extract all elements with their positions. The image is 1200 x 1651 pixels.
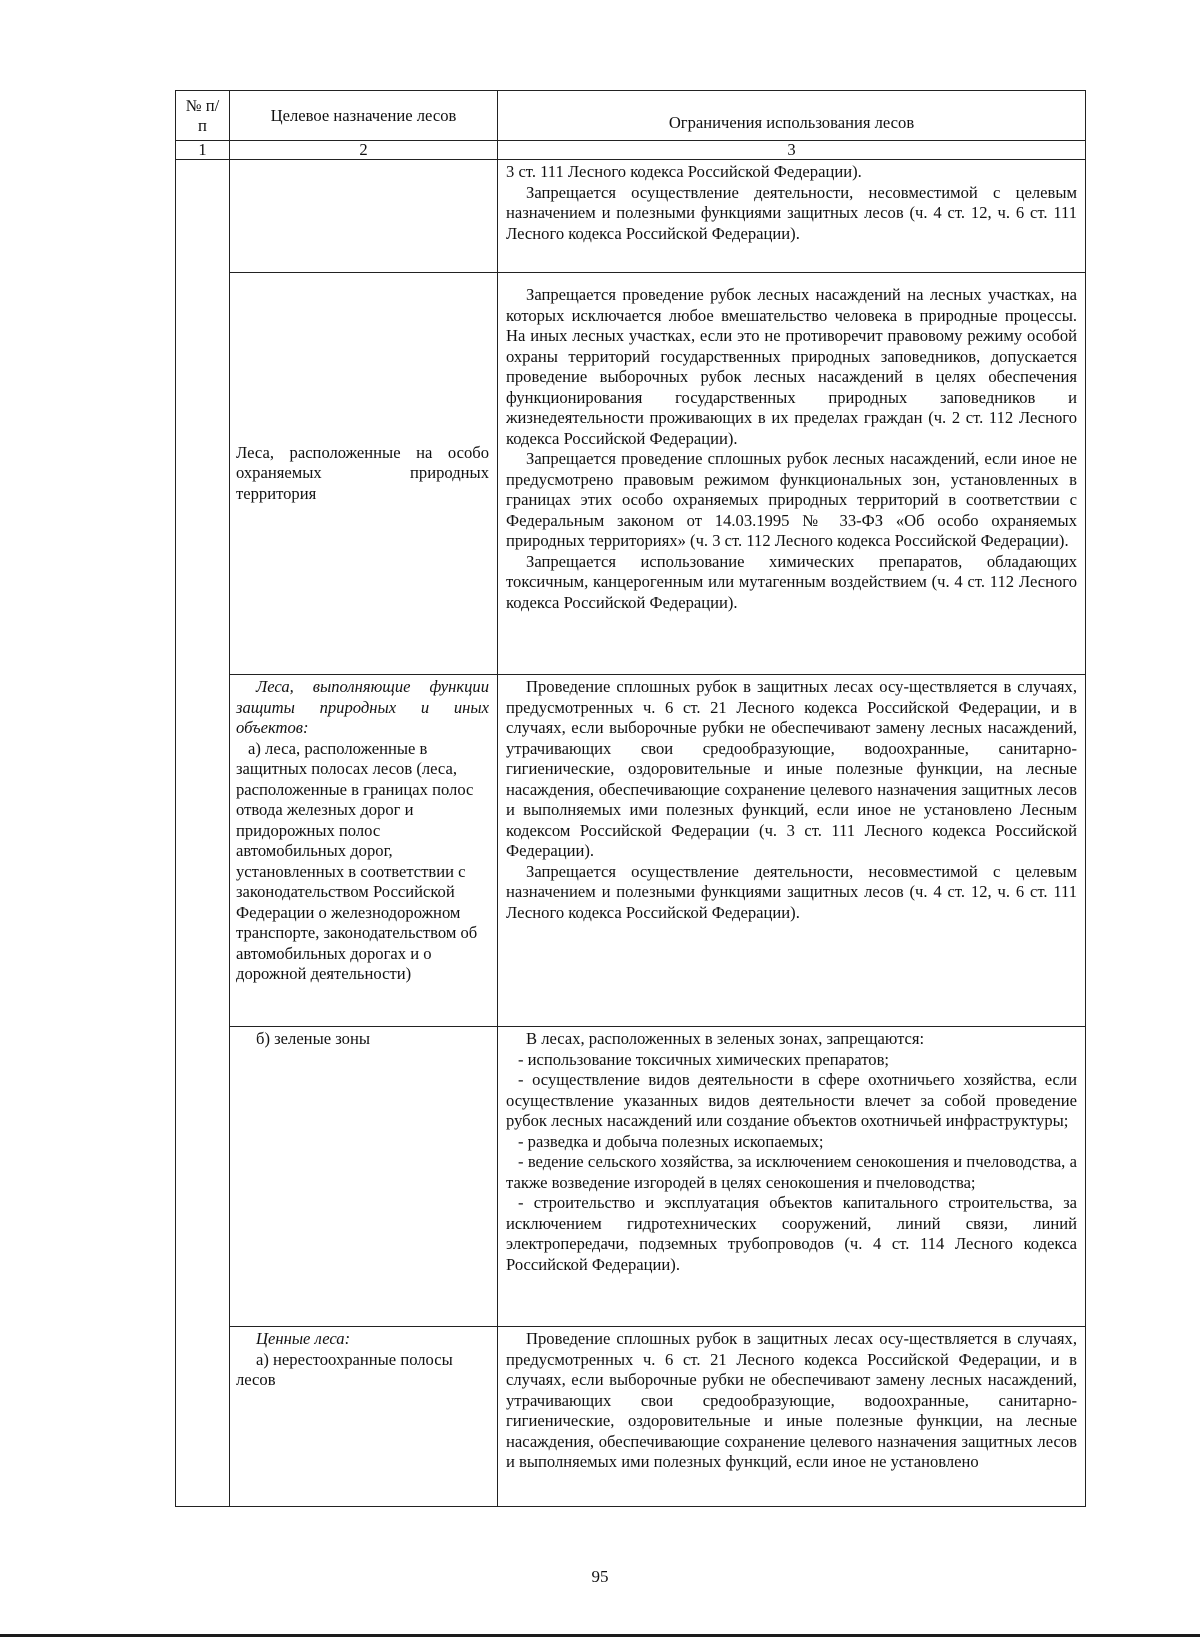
restriction-paragraph: Запрещается проведение рубок лесных насаждений на лесных участках, на которых исключается любое вмешательство человека в природные процессы. На иных лесных участках, если это не противоречит правовому режиму особой охраны территорий государственных природных заповедников, допускается проведение выборочных рубок лесных насаждений в целях обеспечения функционирования государственных природных заповедников и жизнедеятельности проживающих в их пределах граждан (ч. 2 ст. 112 Лесного кодекса Российской Федерации).	[506, 285, 1077, 448]
restriction-paragraph: Запрещается использование химических препаратов, обладающих токсичным, канцерогенным или мутагенным воздействием (ч. 4 ст. 112 Лесного кодекса Российской Федерации).	[506, 551, 1077, 612]
table-row	[176, 675, 1086, 1027]
purpose-cell	[230, 675, 498, 1027]
header-row	[176, 91, 1086, 141]
restriction-paragraph: Проведение сплошных рубок в защитных лесах осу-ществляется в случаях, предусмотренных ч. 6 ст. 21 Лесного кодекса Российской Федерации, и в случаях, если выборочные рубки не обеспечивают замену лесных насаждений, утрачивающих свои средообразующие, водоохранные, санитарно-гигиенические, оздоровительные и иные полезные функции, на лесные насаждения, обеспечивающие сохранение целевого назначения защитных лесов и выполняемых ими полезных функций, если иное не установлено	[506, 1329, 1077, 1471]
restriction-paragraph: - осуществление видов деятельности в сфере охотничьего хозяйства, если осуществление указанных видов деятельности влечет за собой проведение рубок лесных насаждений или создание объектов охотничьей инфраструктуры;	[506, 1070, 1077, 1130]
restrictions-cell	[498, 160, 1086, 273]
purpose-text: Леса, расположенные на особо охраняемых природных территория	[236, 442, 489, 503]
restriction-paragraph: - разведка и добыча полезных ископаемых;	[518, 1131, 824, 1151]
restrictions-table	[175, 90, 1086, 1507]
table-row	[176, 1327, 1086, 1507]
purpose-cell	[230, 160, 498, 273]
purpose-text: б) зеленые зоны	[256, 1029, 371, 1048]
purpose-cell	[230, 1327, 498, 1507]
table-row	[176, 273, 1086, 675]
column-number-2: 2	[230, 141, 498, 160]
page-number: 95	[591, 1567, 609, 1586]
header-restrictions: Ограничения использования лесов	[498, 91, 1086, 141]
bottom-scan-rule	[0, 1634, 1200, 1637]
row-number-cell	[176, 160, 230, 1507]
restrictions-cell	[498, 675, 1086, 1027]
purpose-cell	[230, 1027, 498, 1327]
header-purpose: Целевое назначение лесов	[230, 91, 498, 141]
restriction-paragraph: Запрещается осуществление деятельности, несовместимой с целевым назначением и полезными функциями защитных лесов (ч. 4 ст. 12, ч. 6 ст. 111 Лесного кодекса Российской Федерации).	[506, 182, 1077, 243]
column-number-3: 3	[498, 141, 1086, 160]
purpose-heading: Ценные леса:	[256, 1329, 351, 1348]
purpose-heading: Леса, выполняющие функции защиты природных и иных объектов:	[236, 677, 489, 737]
purpose-text: а) нерестоохранные полосы лесов	[236, 1349, 453, 1389]
restriction-paragraph: Проведение сплошных рубок в защитных лесах осу-ществляется в случаях, предусмотренных ч. 6 ст. 21 Лесного кодекса Российской Федерации, и в случаях, если выборочные рубки не обеспечивают замену лесных насаждений, утрачивающих свои средообразующие, водоохранные, санитарно-гигиенические, оздоровительные и иные полезные функции, на лесные насаждения, обеспечивающие сохранение целевого назначения защитных лесов и выполняемых ими полезных функций, если иное не установлено Лесным кодексом Российской Федерации (ч. 3 ст. 111 Лесного кодекса Российской Федерации).	[506, 677, 1077, 860]
restriction-paragraph: - ведение сельского хозяйства, за исключением сенокошения и пчеловодства, а также возведение изгородей в целях сенокошения и пчеловодства;	[506, 1152, 1077, 1192]
restrictions-cell	[498, 1027, 1086, 1327]
restriction-paragraph: 3 ст. 111 Лесного кодекса Российской Федерации).	[506, 162, 862, 181]
purpose-text: а) леса, расположенные в защитных полосах лесов (леса, расположенные в границах полос отвода железных дорог и придорожных полос автомобильных дорог, установленных в соответствии с законодательством Российской Федерации о железнодорожном транспорте, законодательством об автомобильных дорогах и о дорожной деятельности)	[236, 738, 478, 983]
restriction-paragraph: Запрещается осуществление деятельности, несовместимой с целевым назначением и полезными функциями защитных лесов (ч. 4 ст. 12, ч. 6 ст. 111 Лесного кодекса Российской Федерации).	[506, 861, 1077, 922]
header-number: № п/п	[176, 91, 230, 141]
restriction-paragraph: - использование токсичных химических препаратов;	[518, 1049, 890, 1069]
purpose-cell	[230, 273, 498, 675]
restriction-paragraph: В лесах, расположенных в зеленых зонах, запрещаются:	[526, 1029, 925, 1048]
table-row	[176, 1027, 1086, 1327]
restriction-paragraph: Запрещается проведение сплошных рубок лесных насаждений, если иное не предусмотрено правовым режимом функциональных зон, установленных в границах этих особо охраняемых природных территорий в соответствии с Федеральным законом от 14.03.1995 № 33-ФЗ «Об особо охраняемых природных территориях» (ч. 3 ст. 112 Лесного кодекса Российской Федерации).	[506, 449, 1077, 550]
restriction-paragraph: - строительство и эксплуатация объектов капитального строительства, за исключением гидротехнических сооружений, линий связи, линий электропередачи, подземных трубопроводов (ч. 4 ст. 114 Лесного кодекса Российской Федерации).	[506, 1193, 1077, 1274]
restrictions-cell	[498, 1327, 1086, 1507]
column-number-1: 1	[176, 141, 230, 160]
column-number-row	[176, 141, 1086, 160]
restrictions-cell	[498, 273, 1086, 675]
restrictions-table-wrap	[175, 90, 1085, 1507]
table-row	[176, 160, 1086, 273]
